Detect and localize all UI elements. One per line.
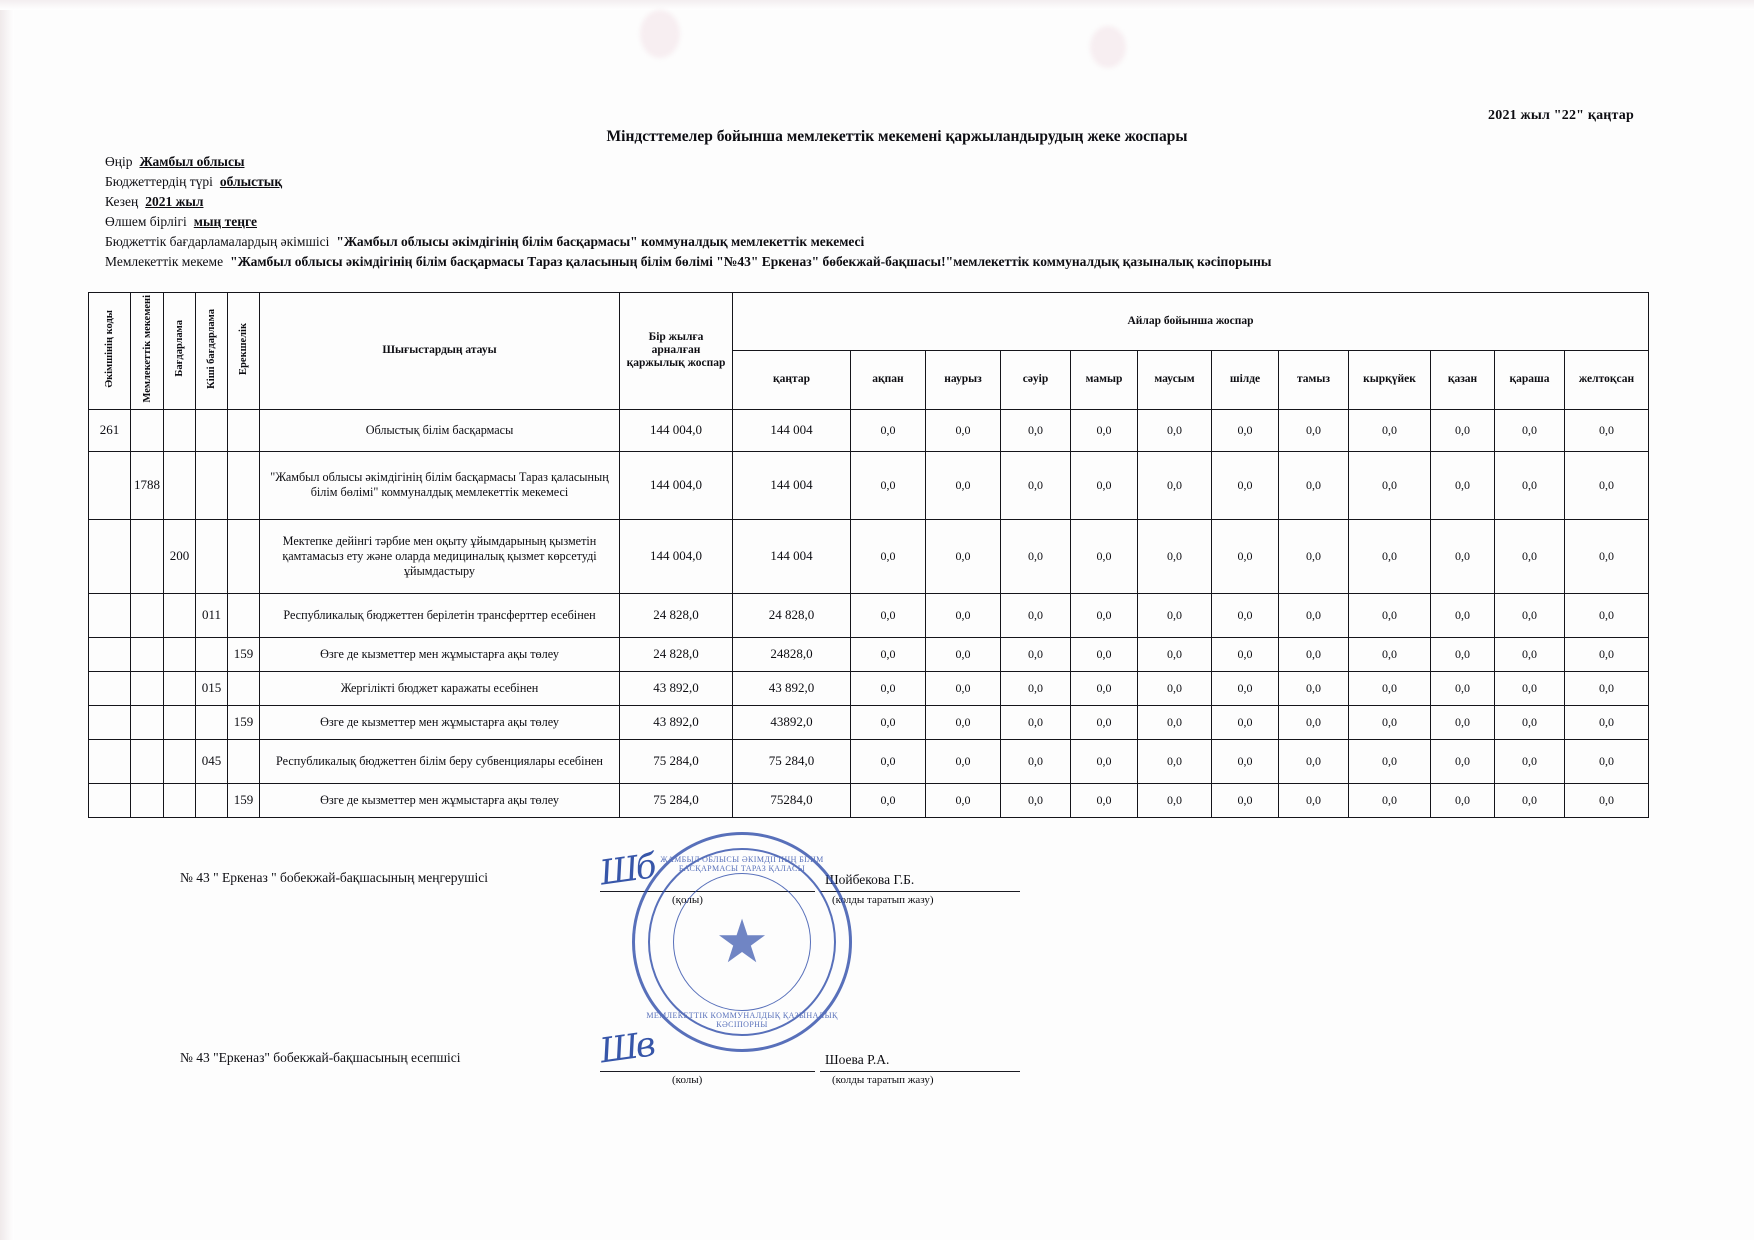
- cell-institution: [131, 637, 164, 671]
- cell-program: 200: [164, 519, 196, 593]
- document-meta: [105, 152, 1271, 272]
- handwritten-signature-accountant: Шв: [597, 1024, 656, 1072]
- signature-block-director: [0, 846, 1754, 960]
- table-row: [89, 451, 1649, 519]
- cell-month-2: 0,0: [851, 705, 926, 739]
- cell-specific: 159: [228, 705, 260, 739]
- cell-month-5: 0,0: [1071, 705, 1138, 739]
- cell-admin: [89, 451, 131, 519]
- state-emblem-icon: ★: [715, 909, 769, 975]
- cell-month-4: 0,0: [1001, 783, 1071, 817]
- cell-program: [164, 783, 196, 817]
- seal-top-text: ЖАМБЫЛ ОБЛЫСЫ ӘКІМДІГІНІҢ БІЛІМ БАСҚАРМАСЫ ТАРАЗ ҚАЛАСЫ: [660, 855, 824, 873]
- cell-month-10: 0,0: [1431, 705, 1495, 739]
- th-month-9: кырқүйек: [1349, 351, 1431, 409]
- scan-edge-top: [0, 0, 1754, 10]
- cell-month-9: 0,0: [1349, 519, 1431, 593]
- cell-month-1: 75284,0: [733, 783, 851, 817]
- table-row: [89, 705, 1649, 739]
- cell-institution: [131, 519, 164, 593]
- signature-caption-accountant: (колы): [672, 1074, 703, 1086]
- cell-subprogram: [196, 519, 228, 593]
- cell-month-11: 0,0: [1495, 671, 1565, 705]
- th-month-3: наурыз: [926, 351, 1001, 409]
- cell-subprogram: 015: [196, 671, 228, 705]
- th-month-6: маусым: [1138, 351, 1212, 409]
- cell-month-8: 0,0: [1279, 705, 1349, 739]
- cell-institution: [131, 593, 164, 637]
- cell-month-1: 24 828,0: [733, 593, 851, 637]
- cell-institution: [131, 705, 164, 739]
- cell-institution: [131, 409, 164, 451]
- cell-subprogram: [196, 637, 228, 671]
- cell-month-8: 0,0: [1279, 519, 1349, 593]
- meta-row-administrator: [105, 232, 1271, 251]
- cell-month-2: 0,0: [851, 451, 926, 519]
- table-header-row-1: [89, 293, 1649, 351]
- cell-month-12: 0,0: [1565, 783, 1649, 817]
- cell-month-7: 0,0: [1212, 705, 1279, 739]
- cell-specific: [228, 519, 260, 593]
- table-row: [89, 671, 1649, 705]
- cell-year-amount: 75 284,0: [620, 783, 733, 817]
- th-month-7: шілде: [1212, 351, 1279, 409]
- meta-label-administrator: Бюджеттік бағдарламалардың әкімшісі: [105, 234, 330, 249]
- cell-institution: 1788: [131, 451, 164, 519]
- cell-month-1: 144 004: [733, 451, 851, 519]
- cell-month-12: 0,0: [1565, 593, 1649, 637]
- cell-admin: [89, 783, 131, 817]
- table-row: [89, 637, 1649, 671]
- cell-admin: [89, 705, 131, 739]
- cell-month-2: 0,0: [851, 783, 926, 817]
- cell-admin: [89, 671, 131, 705]
- meta-value-administrator: "Жамбыл облысы әкімдігінің білім басқармасы" коммуналдық мемлекеттік мекемесі: [336, 234, 865, 249]
- th-subprogram-label: Кіші бағдарлама: [206, 308, 217, 389]
- cell-month-12: 0,0: [1565, 409, 1649, 451]
- signature-line-accountant: [600, 1070, 815, 1072]
- cell-expense-name: Республикалық бюджеттен білім беру субвенциялары есебінен: [260, 739, 620, 783]
- cell-month-10: 0,0: [1431, 671, 1495, 705]
- cell-month-4: 0,0: [1001, 739, 1071, 783]
- cell-month-3: 0,0: [926, 705, 1001, 739]
- th-month-10: қазан: [1431, 351, 1495, 409]
- name-caption-director: (колды таратып жазу): [832, 894, 934, 906]
- cell-month-3: 0,0: [926, 739, 1001, 783]
- cell-expense-name: Өзге де кызметтер мен жұмыстарға ақы төлеу: [260, 705, 620, 739]
- table-row: [89, 783, 1649, 817]
- cell-month-11: 0,0: [1495, 783, 1565, 817]
- th-specific: [228, 293, 260, 410]
- cell-month-6: 0,0: [1138, 409, 1212, 451]
- th-month-4: сәуір: [1001, 351, 1071, 409]
- meta-label-unit: Өлшем бірлігі: [105, 214, 187, 229]
- cell-year-amount: 24 828,0: [620, 593, 733, 637]
- cell-month-8: 0,0: [1279, 593, 1349, 637]
- cell-month-8: 0,0: [1279, 409, 1349, 451]
- cell-specific: [228, 409, 260, 451]
- cell-month-4: 0,0: [1001, 409, 1071, 451]
- cell-month-6: 0,0: [1138, 783, 1212, 817]
- cell-year-amount: 43 892,0: [620, 705, 733, 739]
- cell-month-8: 0,0: [1279, 783, 1349, 817]
- meta-label-institution: Мемлекеттік мекеме: [105, 254, 224, 269]
- th-program: [164, 293, 196, 410]
- table-row: [89, 519, 1649, 593]
- cell-month-2: 0,0: [851, 671, 926, 705]
- cell-month-5: 0,0: [1071, 409, 1138, 451]
- th-month-8: тамыз: [1279, 351, 1349, 409]
- cell-month-6: 0,0: [1138, 637, 1212, 671]
- cell-month-7: 0,0: [1212, 451, 1279, 519]
- cell-admin: [89, 593, 131, 637]
- cell-subprogram: [196, 451, 228, 519]
- cell-month-4: 0,0: [1001, 671, 1071, 705]
- cell-month-7: 0,0: [1212, 409, 1279, 451]
- cell-admin: 261: [89, 409, 131, 451]
- cell-month-5: 0,0: [1071, 783, 1138, 817]
- meta-label-period: Кезең: [105, 194, 139, 209]
- handwritten-signature-director: Шб: [597, 846, 657, 894]
- table-row: [89, 593, 1649, 637]
- cell-month-10: 0,0: [1431, 593, 1495, 637]
- meta-value-institution: "Жамбыл облысы әкімдігінің білім басқармасы Тараз қаласының білім бөлімі "№43" Еркеназ" бөбекжай-бақшасы!"мемлекеттік коммуналдық қазыналық кәсіпорыны: [230, 254, 1272, 269]
- cell-month-1: 43 892,0: [733, 671, 851, 705]
- cell-expense-name: Республикалық бюджеттен берілетін трансферттер есебінен: [260, 593, 620, 637]
- table-row: [89, 409, 1649, 451]
- cell-month-12: 0,0: [1565, 671, 1649, 705]
- cell-month-11: 0,0: [1495, 593, 1565, 637]
- cell-month-7: 0,0: [1212, 593, 1279, 637]
- financing-plan-table: [88, 292, 1649, 818]
- th-subprogram: [196, 293, 228, 410]
- cell-month-4: 0,0: [1001, 705, 1071, 739]
- cell-month-3: 0,0: [926, 671, 1001, 705]
- th-institution-label: Мемлекеттік мекемені: [141, 295, 153, 403]
- cell-month-7: 0,0: [1212, 671, 1279, 705]
- cell-month-3: 0,0: [926, 409, 1001, 451]
- cell-program: [164, 671, 196, 705]
- cell-admin: [89, 739, 131, 783]
- cell-program: [164, 593, 196, 637]
- cell-specific: [228, 671, 260, 705]
- cell-subprogram: 011: [196, 593, 228, 637]
- th-month-1: қаңтар: [733, 351, 851, 409]
- cell-month-9: 0,0: [1349, 671, 1431, 705]
- signature-role-accountant: № 43 "Еркеназ" бобекжай-бақшасының есепшісі: [180, 1050, 461, 1065]
- cell-specific: [228, 739, 260, 783]
- document-date: 2021 жыл "22" қаңтар: [1488, 108, 1634, 123]
- cell-month-3: 0,0: [926, 637, 1001, 671]
- cell-program: [164, 705, 196, 739]
- signature-role-director: № 43 " Еркеназ " бобекжай-бақшасының меңгерушісі: [180, 870, 489, 885]
- th-month-2: ақпан: [851, 351, 926, 409]
- signatory-name-accountant: Шоева Р.А.: [825, 1052, 890, 1067]
- cell-month-10: 0,0: [1431, 783, 1495, 817]
- official-seal: [632, 832, 852, 1052]
- signature-name-line-accountant: [820, 1070, 1020, 1072]
- cell-year-amount: 43 892,0: [620, 671, 733, 705]
- cell-program: [164, 637, 196, 671]
- meta-label-budget-type: Бюджеттердің түрі: [105, 174, 213, 189]
- cell-month-11: 0,0: [1495, 739, 1565, 783]
- cell-month-5: 0,0: [1071, 739, 1138, 783]
- cell-month-8: 0,0: [1279, 637, 1349, 671]
- signatory-name-director: Шойбекова Г.Б.: [825, 872, 915, 887]
- cell-expense-name: "Жамбыл облысы әкімдігінің білім басқармасы Тараз қаласының білім бөлімі" коммуналдық мемлекеттік мекемесі: [260, 451, 620, 519]
- th-specific-label: Ерекшелік: [238, 322, 249, 375]
- cell-month-11: 0,0: [1495, 705, 1565, 739]
- cell-month-8: 0,0: [1279, 739, 1349, 783]
- cell-month-2: 0,0: [851, 739, 926, 783]
- cell-year-amount: 144 004,0: [620, 519, 733, 593]
- cell-expense-name: Жергілікті бюджет каражаты есебінен: [260, 671, 620, 705]
- cell-program: [164, 409, 196, 451]
- th-admin-code: [89, 293, 131, 410]
- cell-admin: [89, 637, 131, 671]
- cell-month-8: 0,0: [1279, 451, 1349, 519]
- cell-month-4: 0,0: [1001, 593, 1071, 637]
- meta-value-unit: мың теңге: [193, 214, 258, 229]
- cell-year-amount: 144 004,0: [620, 409, 733, 451]
- cell-month-9: 0,0: [1349, 739, 1431, 783]
- cell-month-2: 0,0: [851, 593, 926, 637]
- cell-month-5: 0,0: [1071, 519, 1138, 593]
- cell-specific: [228, 593, 260, 637]
- th-month-12: желтоқсан: [1565, 351, 1649, 409]
- cell-subprogram: 045: [196, 739, 228, 783]
- th-months-group: Айлар бойынша жоспар: [733, 293, 1649, 351]
- cell-specific: 159: [228, 783, 260, 817]
- signature-name-line-director: [820, 890, 1020, 892]
- meta-value-budget-type: облыстық: [219, 174, 283, 189]
- cell-month-1: 24828,0: [733, 637, 851, 671]
- cell-month-9: 0,0: [1349, 451, 1431, 519]
- th-program-label: Бағдарлама: [174, 320, 185, 378]
- meta-value-region: Жамбыл облысы: [139, 154, 245, 169]
- th-expense-name: Шығыстардың атауы: [260, 293, 620, 410]
- cell-month-7: 0,0: [1212, 739, 1279, 783]
- cell-expense-name: Өзге де кызметтер мен жұмыстарға ақы төлеу: [260, 637, 620, 671]
- signature-section: [0, 846, 1754, 1140]
- cell-month-9: 0,0: [1349, 409, 1431, 451]
- th-admin-code-label: Әкімшінің коды: [104, 309, 115, 388]
- name-caption-accountant: (колды таратып жазу): [832, 1074, 934, 1086]
- cell-month-2: 0,0: [851, 519, 926, 593]
- cell-specific: [228, 451, 260, 519]
- cell-month-10: 0,0: [1431, 451, 1495, 519]
- meta-row-budget-type: [105, 172, 1271, 191]
- cell-institution: [131, 783, 164, 817]
- cell-program: [164, 739, 196, 783]
- cell-month-3: 0,0: [926, 593, 1001, 637]
- cell-month-11: 0,0: [1495, 451, 1565, 519]
- cell-institution: [131, 671, 164, 705]
- cell-month-7: 0,0: [1212, 519, 1279, 593]
- cell-month-11: 0,0: [1495, 637, 1565, 671]
- cell-expense-name: Облыстық білім басқармасы: [260, 409, 620, 451]
- cell-month-9: 0,0: [1349, 637, 1431, 671]
- cell-month-12: 0,0: [1565, 739, 1649, 783]
- cell-month-4: 0,0: [1001, 451, 1071, 519]
- cell-month-2: 0,0: [851, 637, 926, 671]
- cell-month-10: 0,0: [1431, 519, 1495, 593]
- cell-month-1: 75 284,0: [733, 739, 851, 783]
- cell-month-7: 0,0: [1212, 637, 1279, 671]
- cell-month-5: 0,0: [1071, 593, 1138, 637]
- cell-expense-name: Өзге де кызметтер мен жұмыстарға ақы төлеу: [260, 783, 620, 817]
- scan-artifact: [1090, 26, 1126, 68]
- cell-month-4: 0,0: [1001, 637, 1071, 671]
- th-institution: [131, 293, 164, 410]
- cell-month-12: 0,0: [1565, 705, 1649, 739]
- meta-row-institution: [105, 252, 1271, 271]
- cell-month-10: 0,0: [1431, 409, 1495, 451]
- cell-month-4: 0,0: [1001, 519, 1071, 593]
- cell-month-12: 0,0: [1565, 637, 1649, 671]
- cell-year-amount: 144 004,0: [620, 451, 733, 519]
- cell-year-amount: 24 828,0: [620, 637, 733, 671]
- table-row: [89, 739, 1649, 783]
- cell-month-6: 0,0: [1138, 671, 1212, 705]
- meta-label-region: Өңір: [105, 154, 133, 169]
- cell-month-6: 0,0: [1138, 705, 1212, 739]
- cell-month-2: 0,0: [851, 409, 926, 451]
- cell-expense-name: Мектепке дейінгі тәрбие мен оқыту ұйымдарының қызметін қамтамасыз ету және оларда медициналық қызмет көрсетуді ұйымдастыру: [260, 519, 620, 593]
- cell-month-9: 0,0: [1349, 783, 1431, 817]
- meta-row-unit: [105, 212, 1271, 231]
- cell-month-1: 144 004: [733, 409, 851, 451]
- cell-specific: 159: [228, 637, 260, 671]
- cell-month-11: 0,0: [1495, 409, 1565, 451]
- cell-subprogram: [196, 409, 228, 451]
- cell-year-amount: 75 284,0: [620, 739, 733, 783]
- cell-month-1: 43892,0: [733, 705, 851, 739]
- meta-value-period: 2021 жыл: [145, 194, 204, 209]
- cell-program: [164, 451, 196, 519]
- cell-institution: [131, 739, 164, 783]
- page-title: Міндсттемелер бойынша мемлекеттік мекемені қаржыландырудың жеке жоспары: [606, 128, 1188, 145]
- cell-month-11: 0,0: [1495, 519, 1565, 593]
- cell-month-6: 0,0: [1138, 739, 1212, 783]
- cell-month-5: 0,0: [1071, 671, 1138, 705]
- th-year-plan: Бір жылға арналған қаржылық жоспар: [620, 293, 733, 410]
- signature-caption-director: (қолы): [672, 894, 703, 906]
- cell-month-9: 0,0: [1349, 593, 1431, 637]
- cell-month-12: 0,0: [1565, 451, 1649, 519]
- cell-subprogram: [196, 705, 228, 739]
- seal-inner-ring: [673, 873, 811, 1011]
- cell-month-10: 0,0: [1431, 739, 1495, 783]
- table-body: [89, 409, 1649, 817]
- cell-month-9: 0,0: [1349, 705, 1431, 739]
- cell-month-6: 0,0: [1138, 593, 1212, 637]
- meta-row-region: [105, 152, 1271, 171]
- signature-block-accountant: [0, 1024, 1754, 1140]
- cell-month-6: 0,0: [1138, 519, 1212, 593]
- cell-month-3: 0,0: [926, 451, 1001, 519]
- cell-month-5: 0,0: [1071, 637, 1138, 671]
- cell-admin: [89, 519, 131, 593]
- cell-subprogram: [196, 783, 228, 817]
- cell-month-8: 0,0: [1279, 671, 1349, 705]
- cell-month-3: 0,0: [926, 783, 1001, 817]
- cell-month-7: 0,0: [1212, 783, 1279, 817]
- cell-month-1: 144 004: [733, 519, 851, 593]
- cell-month-10: 0,0: [1431, 637, 1495, 671]
- cell-month-6: 0,0: [1138, 451, 1212, 519]
- scan-artifact: [640, 10, 680, 58]
- cell-month-12: 0,0: [1565, 519, 1649, 593]
- th-month-11: қараша: [1495, 351, 1565, 409]
- seal-bottom-text: МЕМЛЕКЕТТІК КОММУНАЛДЫҚ ҚАЗЫНАЛЫҚ КӘСІПОРНЫ: [646, 1011, 838, 1029]
- meta-row-period: [105, 192, 1271, 211]
- cell-month-5: 0,0: [1071, 451, 1138, 519]
- cell-month-3: 0,0: [926, 519, 1001, 593]
- th-month-5: мамыр: [1071, 351, 1138, 409]
